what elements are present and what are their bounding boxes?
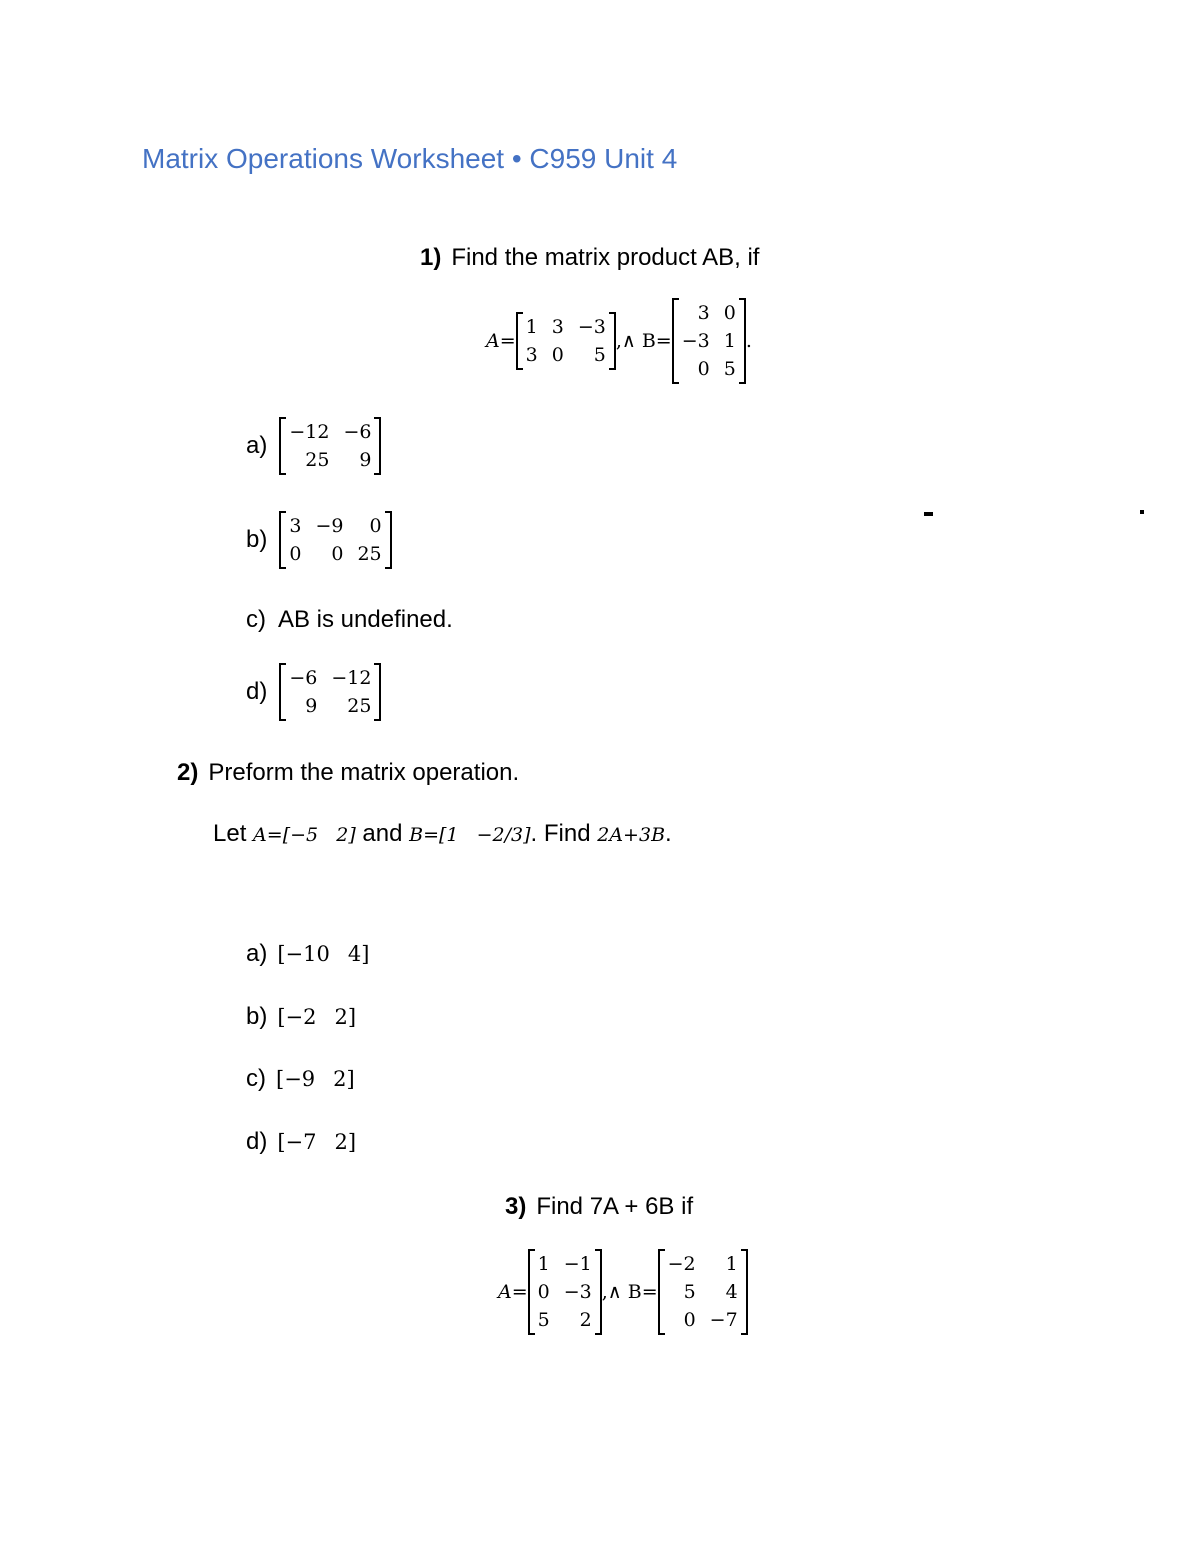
q1-matrix-b <box>672 298 746 384</box>
stray-dash-mark <box>924 512 933 516</box>
q1-option-d-matrix-right-bracket <box>374 663 381 721</box>
question-2-statement <box>213 820 672 848</box>
q3-matrix-b-cell: 0 <box>683 1309 696 1331</box>
question-3-equation <box>498 1249 748 1335</box>
q1-matrix-b-cell: 1 <box>723 330 736 352</box>
q1-option-a-matrix-left-bracket <box>279 417 286 475</box>
q1-option-b-matrix-left-bracket <box>279 511 286 569</box>
question-2-heading <box>177 759 519 787</box>
q1-option-a-matrix-cell: 25 <box>305 449 330 471</box>
q1-matrix-a-cell: 0 <box>551 344 564 366</box>
q3-a-label: A= <box>498 1281 528 1303</box>
q3-matrix-b-right-bracket <box>741 1249 748 1335</box>
q1-matrix-b-cell: 0 <box>723 302 736 324</box>
q1-matrix-a-left-bracket <box>516 312 523 370</box>
q2-option-b-label: b) <box>246 1003 268 1030</box>
q1-option-b-matrix-cell: 3 <box>289 515 302 537</box>
q1-matrix-a-cell: 3 <box>551 316 564 338</box>
q2-option-d-label: d) <box>246 1128 268 1155</box>
q3-matrix-a-cell: −3 <box>563 1281 592 1303</box>
q1-option-b-label: b) <box>246 526 268 553</box>
q2-option-c-label: c) <box>246 1065 266 1092</box>
q2-let: Let <box>213 820 247 847</box>
q2-option-a-value-1: [−10 <box>277 942 330 966</box>
q1-option-b-matrix-cell: 0 <box>369 515 382 537</box>
q1-option-d-matrix-cell: −6 <box>289 667 318 689</box>
q1-option-a-matrix-cell: 9 <box>359 449 372 471</box>
q1-matrix-a-cell: 3 <box>525 344 538 366</box>
q3-matrix-b <box>658 1249 748 1335</box>
q3-matrix-a-right-bracket <box>595 1249 602 1335</box>
q3-matrix-a-cell: 5 <box>537 1309 550 1331</box>
q1-option-b-matrix <box>279 511 391 569</box>
q1-option-b-matrix-cell: 25 <box>357 543 382 565</box>
q1-option-d-matrix-left-bracket <box>279 663 286 721</box>
q2-option-b-value-2: 2] <box>334 1005 357 1029</box>
q2-option-c-value-1: [−9 <box>276 1067 316 1091</box>
q1-matrix-b-right-bracket <box>739 298 746 384</box>
question-3-heading <box>505 1193 693 1221</box>
q1-option-b-matrix-cell: −9 <box>315 515 344 537</box>
q3-matrix-b-cell: 1 <box>725 1253 738 1275</box>
question-1-number: 1) <box>420 244 442 271</box>
q1-option-b[interactable] <box>246 511 392 569</box>
q1-option-c-label: c) <box>246 606 266 633</box>
question-3-text: Find 7A + 6B if <box>536 1193 694 1220</box>
q1-option-a[interactable] <box>246 417 381 475</box>
q1-option-b-matrix-cell: 0 <box>331 543 344 565</box>
q1-option-a-label: a) <box>246 432 268 459</box>
q2-find-expr: 2A+3B <box>597 824 666 846</box>
q1-matrix-a-right-bracket <box>609 312 616 370</box>
q1-b-label: ,∧ B= <box>615 330 672 352</box>
q3-matrix-b-cell: −7 <box>709 1309 738 1331</box>
q2-option-d-value-1: [−7 <box>277 1130 317 1154</box>
q3-matrix-a-cell: 2 <box>579 1309 592 1331</box>
q1-matrix-b-left-bracket <box>672 298 679 384</box>
q1-matrix-a-cell: 5 <box>593 344 606 366</box>
q3-matrix-b-cell: 4 <box>725 1281 738 1303</box>
q2-a-expr: A=[−5 2] <box>253 824 356 846</box>
q3-b-label: ,∧ B= <box>601 1281 658 1303</box>
question-1-text: Find the matrix product AB, if <box>451 244 760 271</box>
q1-end: . <box>745 330 752 352</box>
q1-option-a-matrix-cell: −12 <box>289 421 330 443</box>
q1-option-a-matrix <box>279 417 381 475</box>
q1-matrix-b-cell: 0 <box>697 358 710 380</box>
q2-option-c[interactable] <box>246 1065 355 1093</box>
q3-matrix-b-cell: −2 <box>667 1253 696 1275</box>
q1-option-c-text: AB is undefined. <box>278 606 453 633</box>
q2-option-d[interactable] <box>246 1128 356 1156</box>
q1-a-label: A= <box>486 330 516 352</box>
worksheet-title: Matrix Operations Worksheet • C959 Unit 4 <box>142 143 678 174</box>
q1-matrix-a <box>516 312 616 370</box>
q2-option-a[interactable] <box>246 940 369 968</box>
q1-option-d-matrix-cell: 25 <box>347 695 372 717</box>
q1-matrix-a-cell: 1 <box>525 316 538 338</box>
q1-matrix-b-cell: 5 <box>723 358 736 380</box>
q1-option-b-matrix-cell: 0 <box>289 543 302 565</box>
q1-option-b-matrix-right-bracket <box>385 511 392 569</box>
q2-find: . Find <box>530 820 591 847</box>
q3-matrix-b-left-bracket <box>658 1249 665 1335</box>
q2-end: . <box>665 820 672 847</box>
q1-option-a-matrix-right-bracket <box>374 417 381 475</box>
q3-matrix-a-cell: 1 <box>537 1253 550 1275</box>
q2-option-d-value-2: 2] <box>334 1130 357 1154</box>
q2-option-b-value-1: [−2 <box>277 1005 317 1029</box>
q1-matrix-a-cell: −3 <box>577 316 606 338</box>
q1-option-d-label: d) <box>246 678 268 705</box>
question-2-number: 2) <box>177 759 199 786</box>
q3-matrix-a-left-bracket <box>528 1249 535 1335</box>
q2-option-a-value-2: 4] <box>347 942 370 966</box>
q3-matrix-a <box>528 1249 602 1335</box>
q1-option-d-matrix <box>279 663 381 721</box>
q2-b-expr: B=[1 −2/3] <box>409 824 531 846</box>
question-3-number: 3) <box>505 1193 527 1220</box>
q2-and: and <box>362 820 403 847</box>
q2-option-a-label: a) <box>246 940 268 967</box>
q1-option-a-matrix-cell: −6 <box>343 421 372 443</box>
q1-option-d-matrix-cell: −12 <box>331 667 372 689</box>
q3-matrix-b-cell: 5 <box>683 1281 696 1303</box>
q1-matrix-b-cell: 3 <box>697 302 710 324</box>
q3-matrix-a-cell: 0 <box>537 1281 550 1303</box>
q1-matrix-b-cell: −3 <box>681 330 710 352</box>
question-1-equation <box>486 298 752 384</box>
q1-option-d[interactable] <box>246 663 381 721</box>
question-2-text: Preform the matrix operation. <box>208 759 520 786</box>
q1-option-d-matrix-cell: 9 <box>305 695 318 717</box>
stray-dot-mark <box>1140 510 1144 514</box>
q1-option-c[interactable] <box>246 606 453 634</box>
q3-matrix-a-cell: −1 <box>563 1253 592 1275</box>
q2-option-b[interactable] <box>246 1003 356 1031</box>
q2-option-c-value-2: 2] <box>333 1067 355 1091</box>
question-1-heading <box>420 244 759 272</box>
